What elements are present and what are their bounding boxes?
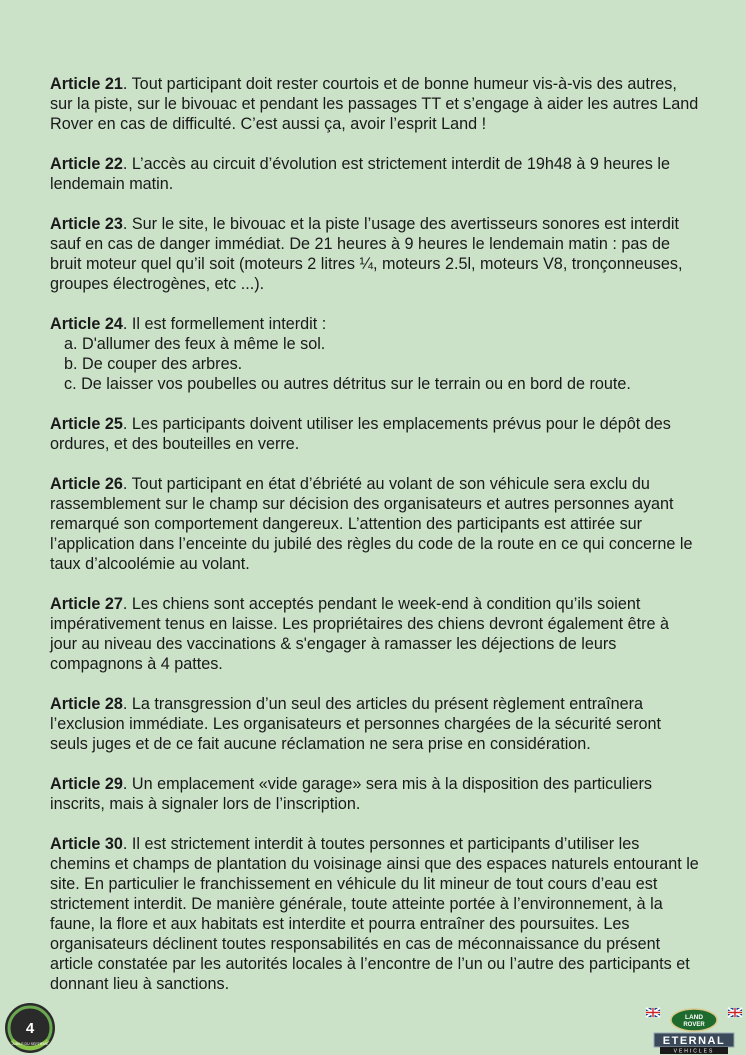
article-text: . Sur le site, le bivouac et la piste l’usage des avertisseurs sonores est interdit sauf en cas de danger immédiat. De 21 heures à 9 heures le lendemain matin : pas de bruit moteur quel qu’il soit (moteurs 2 litres ¼, moteurs 2.5l, moteurs V8, tronçonneuses, groupes électrogènes, etc ...). [50, 215, 683, 293]
article-label: Article 27 [50, 595, 123, 613]
article-label: Article 30 [50, 835, 123, 853]
article [50, 834, 700, 994]
badge-caption: JUBILE DU SEPTIEME [11, 1042, 49, 1046]
uk-flag-icon-left [646, 1008, 660, 1017]
eternal-vehicles-logo [642, 1004, 746, 1055]
article-label: Article 24 [50, 315, 123, 333]
article [50, 774, 700, 814]
article-text: . Tout participant doit rester courtois et de bonne humeur vis-à-vis des autres, sur la piste, sur le bivouac et pendant les passages TT et s’engage à aider les autres Land Rover en cas de difficulté. C’est aussi ça, avoir l’esprit Land ! [50, 75, 699, 133]
sublist-item: a. D'allumer des feux à même le sol. [64, 335, 326, 353]
article-sublist [50, 334, 700, 394]
article-label: Article 22 [50, 155, 123, 173]
article-text: . L’accès au circuit d’évolution est strictement interdit de 19h48 à 9 heures le lendemain matin. [50, 155, 670, 193]
article-text: . Il est formellement interdit : [122, 315, 327, 333]
article [50, 214, 700, 294]
article [50, 154, 700, 194]
article-label: Article 26 [50, 475, 123, 493]
page-number: 4 [25, 1020, 35, 1037]
uk-flag-icon-right [728, 1008, 742, 1017]
article [50, 314, 700, 394]
article-list [50, 74, 700, 1014]
article-text: . Les participants doivent utiliser les emplacements prévus pour le dépôt des ordures, et des bouteilles en verre. [50, 415, 671, 453]
article-label: Article 23 [50, 215, 123, 233]
article-label: Article 28 [50, 695, 123, 713]
logo-rover-text: ROVER [683, 1022, 705, 1028]
article-text: . Tout participant en état d’ébriété au volant de son véhicule sera exclu du rassemblement sur le champ sur décision des organisateurs et autres personnes ayant remarqué son comportement dangereux. L’attention des participants est attirée sur l’application dans l’enceinte du jubilé des règles du code de la route en ce qui concerne le taux d’alcoolémie au volant. [50, 475, 693, 573]
brand-main-text: ETERNAL [662, 1035, 726, 1047]
logo-land-text: LAND [684, 1014, 704, 1021]
page-number-badge [2, 1000, 58, 1054]
article-text: . Il est strictement interdit à toutes personnes et participants d’utiliser les chemins et champs de plantation du voisinage ainsi que des espaces naturels entourant le site. En particulier le franchissement en véhicule du lit mineur de tout cours d’eau est strictement interdit. De manière générale, toute atteinte portée à l’environnement, à la faune, la flore et aux habitats est interdite et pourra entraîner des poursuites. Les organisateurs déclinent toutes responsabilités en cas de méconnaissance du présent article constatée par les autorités locales à l’encontre de l’un ou l’autre des participants et donnant lieu à sanctions. [50, 835, 699, 993]
article [50, 594, 700, 674]
article-label: Article 25 [50, 415, 123, 433]
sublist-item: b. De couper des arbres. [64, 355, 243, 373]
sublist-item: c. De laisser vos poubelles ou autres détritus sur le terrain ou en bord de route. [64, 375, 631, 393]
article-label: Article 21 [50, 75, 123, 93]
brand-sub-text: VEHICLES [673, 1048, 715, 1055]
article-label: Article 29 [50, 775, 123, 793]
article-text: . Un emplacement «vide garage» sera mis à la disposition des particuliers inscrits, mais à signaler lors de l’inscription. [50, 775, 652, 813]
article [50, 474, 700, 574]
article-text: . La transgression d’un seul des articles du présent règlement entraînera l’exclusion immédiate. Les organisateurs et personnes chargées de la sécurité seront seuls juges et de ce fait aucune réclamation ne sera prise en considération. [50, 695, 661, 753]
article [50, 74, 700, 134]
article [50, 414, 700, 454]
article-text: . Les chiens sont acceptés pendant le week-end à condition qu’ils soient impérativement tenus en laisse. Les propriétaires des chiens devront également être à jour au niveau des vaccinations & s'engager à ramasser les déjections de leurs compagnons à 4 pattes. [50, 595, 670, 673]
article [50, 694, 700, 754]
